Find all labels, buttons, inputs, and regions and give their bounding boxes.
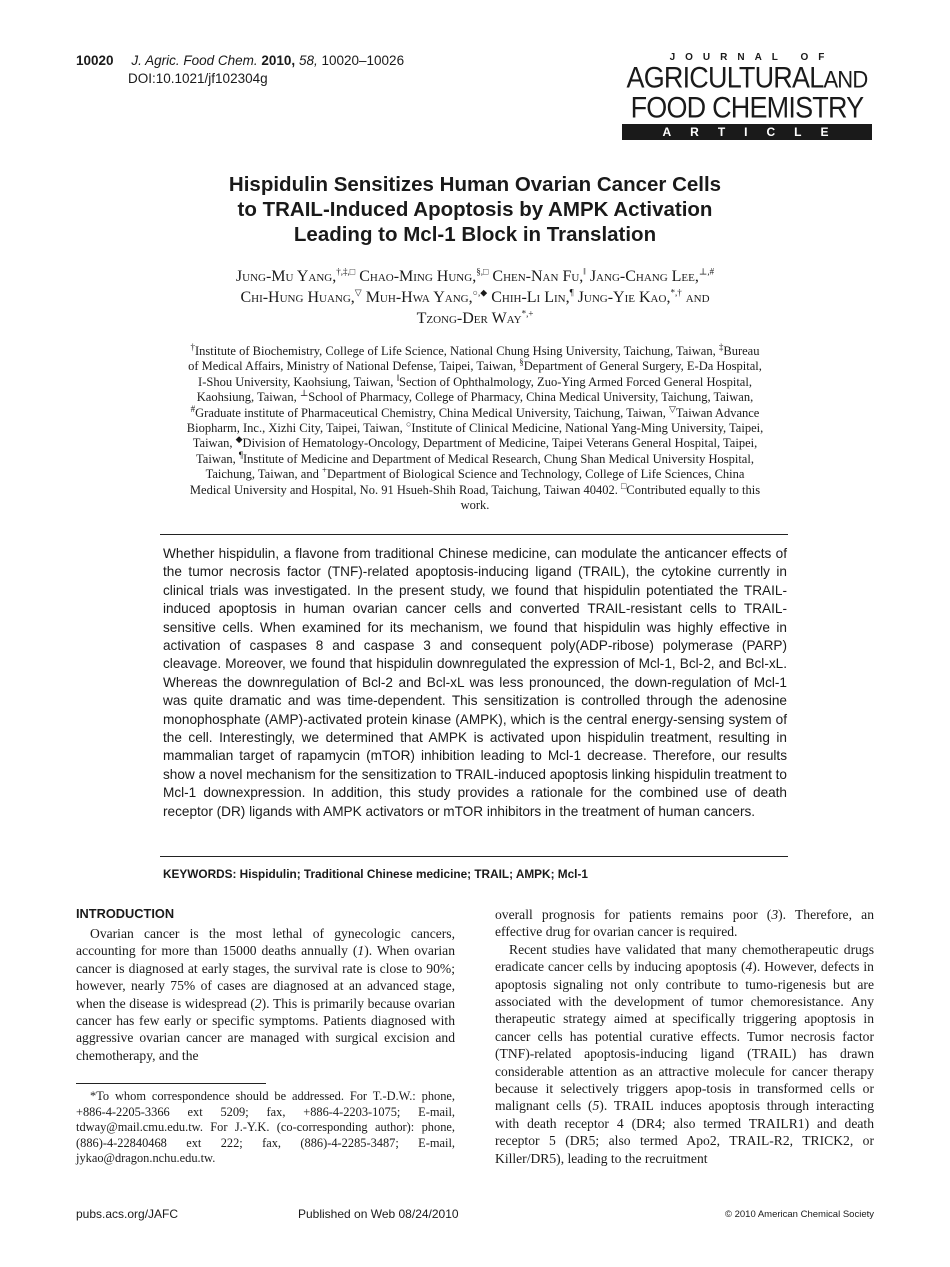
running-header [76, 52, 404, 88]
author: Muh-Hwa Yang,○,◆ [365, 287, 488, 306]
reference-number: 5 [592, 1098, 600, 1114]
abstract-bottom-rule [160, 856, 788, 857]
affiliation: +Department of Biological Science and Technology, College of Life Sciences, China Medical University and Hospital, No. 91 Hsueh-Shih Road, Taichung, Taiwan 40402. [189, 465, 745, 497]
affiliation: †Institute of Biochemistry, College of Life Science, National Chung Hsing University, Taichung, Taiwan, [190, 341, 719, 358]
reference-number: 3 [771, 907, 779, 922]
affiliation: ▽Taiwan Advance Biopharm, Inc., Xizhi City, Taipei, Taiwan, [186, 403, 760, 436]
right-column [495, 906, 874, 1167]
reference-number: 1 [357, 943, 365, 959]
author: Chih-Li Lin,¶ [491, 287, 574, 306]
author: Chi-Hung Huang,▽ [240, 287, 362, 306]
affiliation: ‡Bureau of Medical Affairs, Ministry of National Defense, Taipei, Taiwan, [188, 341, 760, 374]
author: Jung-Yie Kao,*,† [577, 287, 682, 306]
journal-logo-top-line: JOURNAL OF [669, 52, 835, 63]
footer-journal-url: pubs.acs.org/JAFC [76, 1207, 179, 1221]
author: Tzong-Der Way*,+ [416, 308, 534, 327]
journal-logo-and: AND [823, 66, 868, 94]
author: Jung-Mu Yang,†,‡,□ [235, 266, 356, 285]
author: Chen-Nan Fu,‖ [492, 266, 586, 285]
intro-paragraph: Ovarian cancer is the most lethal of gynecologic cancers, accounting for more than 15000 deaths annually (1). When ovarian cancer is diagnosed at early stages, the survival rate is close to 90%; however, nearly 75% of cases are diagnosed at an advanced stage, when the disease is widespread (2). This is primarily because ovarian cancer has few early or specific symptoms. Patients diagnosed with aggressive ovarian cancer are managed with surgical excision and chemotherapy, and the [76, 926, 455, 1063]
title-line: Hispidulin Sensitizes Human Ovarian Cancer Cells [228, 173, 722, 196]
section-heading-introduction: INTRODUCTION [76, 906, 175, 921]
affiliations [186, 341, 764, 513]
affiliation: ⊥School of Pharmacy, College of Pharmacy, China Medical University, Taichung, Taiwan, [299, 388, 754, 405]
affiliation: ○Institute of Clinical Medicine, National Yang-Ming University, Taipei, Taiwan, [192, 418, 764, 451]
footer-copyright: © 2010 American Chemical Society [724, 1209, 874, 1220]
abstract-top-rule [160, 534, 788, 535]
paper-title [150, 172, 800, 247]
affiliation: ◆Division of Hematology-Oncology, Department of Medicine, Taipei Veterans General Hospital, Taipei, Taiwan, [196, 434, 758, 466]
abstract: Whether hispidulin, a flavone from traditional Chinese medicine, can modulate the anticancer effects of the tumor necrosis factor (TNF)-related apoptosis-inducing ligand (TRAIL), the cytokine currently in clinical trials was investigated. In the present study, we found that hispidulin potentiated the TRAIL-induced apoptosis in human ovarian cancer cells and converted TRAIL-resistant cells to TRAIL-sensitive cells. When examined for its mechanism, we found that hispidulin was highly effective in activation of caspases 8 and caspase 3 and consequent poly(ADP-ribose) polymerase (PARP) cleavage. Moreover, we found that hispidulin downregulated the expression of Mcl-1, Bcl-2, and Bcl-xL. Whereas the downregulation of Bcl-2 and Bcl-xL was less pronounced, the down-regulation of Mcl-1 was quite dramatic and was time-dependent. This sensitization is controlled through the adenosine monophosphate (AMP)-activated protein kinase (AMPK), which is the central energy-sensing system of the cell. Interestingly, we determined that AMPK is activated upon hispidulin treatment, resulting in mammalian target of rapamycin (mTOR) inhibition leading to Mcl-1 decrease. Therefore, our results show a novel mechanism for the sensitization to TRAIL-induced apoptosis linking hispidulin treatment to Mcl-1 downexpression. In addition, this study provides a rationale for the combined use of death receptor (DR) ligands with AMPK activators or mTOR inhibitors in the treatment of human cancers. [163, 546, 787, 819]
citation-year: 2010, [261, 53, 296, 68]
correspondence-footnote: *To whom correspondence should be addressed. For T.-D.W.: phone, +886-4-2205-3366 ext 5209; fax, +886-4-2203-1075; E-mail, tdway@mail.cmu.edu.tw. For J.-Y.K. (co-corresponding author): phone, (886)-4-22840468 ext 222; fax, (886)-4-2285-3487; E-mail, jykao@dragon.nchu.edu.tw. [76, 1089, 455, 1166]
intro-paragraph: Recent studies have validated that many chemotherapeutic drugs eradicate cancer cells by inducing apoptosis (4). However, defects in apoptosis signaling not only contribute to tumo-rigenesis but are associated with the development of tumor chemoresistance. Any therapeutic strategy aimed at specifically triggering apoptosis in cancer cells has potential curative effects. Tumor necrosis factor (TNF)-related apoptosis-inducing ligand (TRAIL) has drawn considerable attention as an attractive molecule for cancer therapy because it selectively triggers apop-tosis in transformed cells or malignant cells (5). TRAIL induces apoptosis through interacting with death receptor 4 (DR4; also termed TRAILR1) and death receptor 5 (DR5; also termed Apo2, TRAIL-R2, TRICK2, or Killer/DR5), leading to the recruitment [495, 941, 874, 1166]
journal-logo-agricultural: AGRICULTURAL [626, 61, 824, 95]
citation-pages: 10020–10026 [321, 53, 405, 68]
article-type-band: ARTICLE [622, 124, 872, 140]
reference-number: 4 [745, 959, 753, 975]
doi: DOI:10.1021/jf102304g [128, 71, 268, 86]
reference-number: 2 [254, 995, 262, 1011]
affiliation: ¶Institute of Medicine and Department of Medical Research, Chung Shan Medical University Hospital, Taichung, Taiwan, and [205, 449, 754, 482]
author: and [685, 289, 710, 306]
title-line: to TRAIL-Induced Apoptosis by AMPK Activation [237, 198, 713, 221]
journal-logo-line2: FOOD CHEMISTRY [630, 91, 864, 125]
affiliation: §Department of General Surgery, E-Da Hospital, I-Shou University, Kaohsiung, Taiwan, [198, 357, 762, 389]
author: Chao-Ming Hung,§,□ [359, 266, 489, 285]
citation-volume: 58, [298, 53, 318, 68]
left-column [76, 906, 455, 1064]
footnote-rule [76, 1083, 266, 1084]
journal-logo-line1 [622, 63, 872, 95]
citation-journal: J. Agric. Food Chem. [131, 53, 258, 68]
author: Jang-Chang Lee,⊥,# [589, 266, 715, 285]
footer-published-date: Published on Web 08/24/2010 [298, 1207, 459, 1221]
affiliation: #Graduate institute of Pharmaceutical Chemistry, China Medical University, Taichung, Taiwan, [190, 403, 669, 420]
affiliation: □Contributed equally to this work. [460, 480, 761, 513]
page-number: 10020 [76, 53, 114, 68]
journal-logo [622, 52, 872, 140]
keywords: KEYWORDS: Hispidulin; Traditional Chinese medicine; TRAIL; AMPK; Mcl-1 [163, 867, 588, 881]
title-line: Leading to Mcl-1 Block in Translation [293, 223, 657, 246]
intro-paragraph: overall prognosis for patients remains poor (3). Therefore, an effective drug for ovarian cancer is required. [495, 907, 874, 940]
affiliation: ‖Section of Ophthalmology, Zuo-Ying Armed Forced General Hospital, Kaohsiung, Taiwan, [196, 372, 752, 405]
author-list [150, 266, 800, 329]
